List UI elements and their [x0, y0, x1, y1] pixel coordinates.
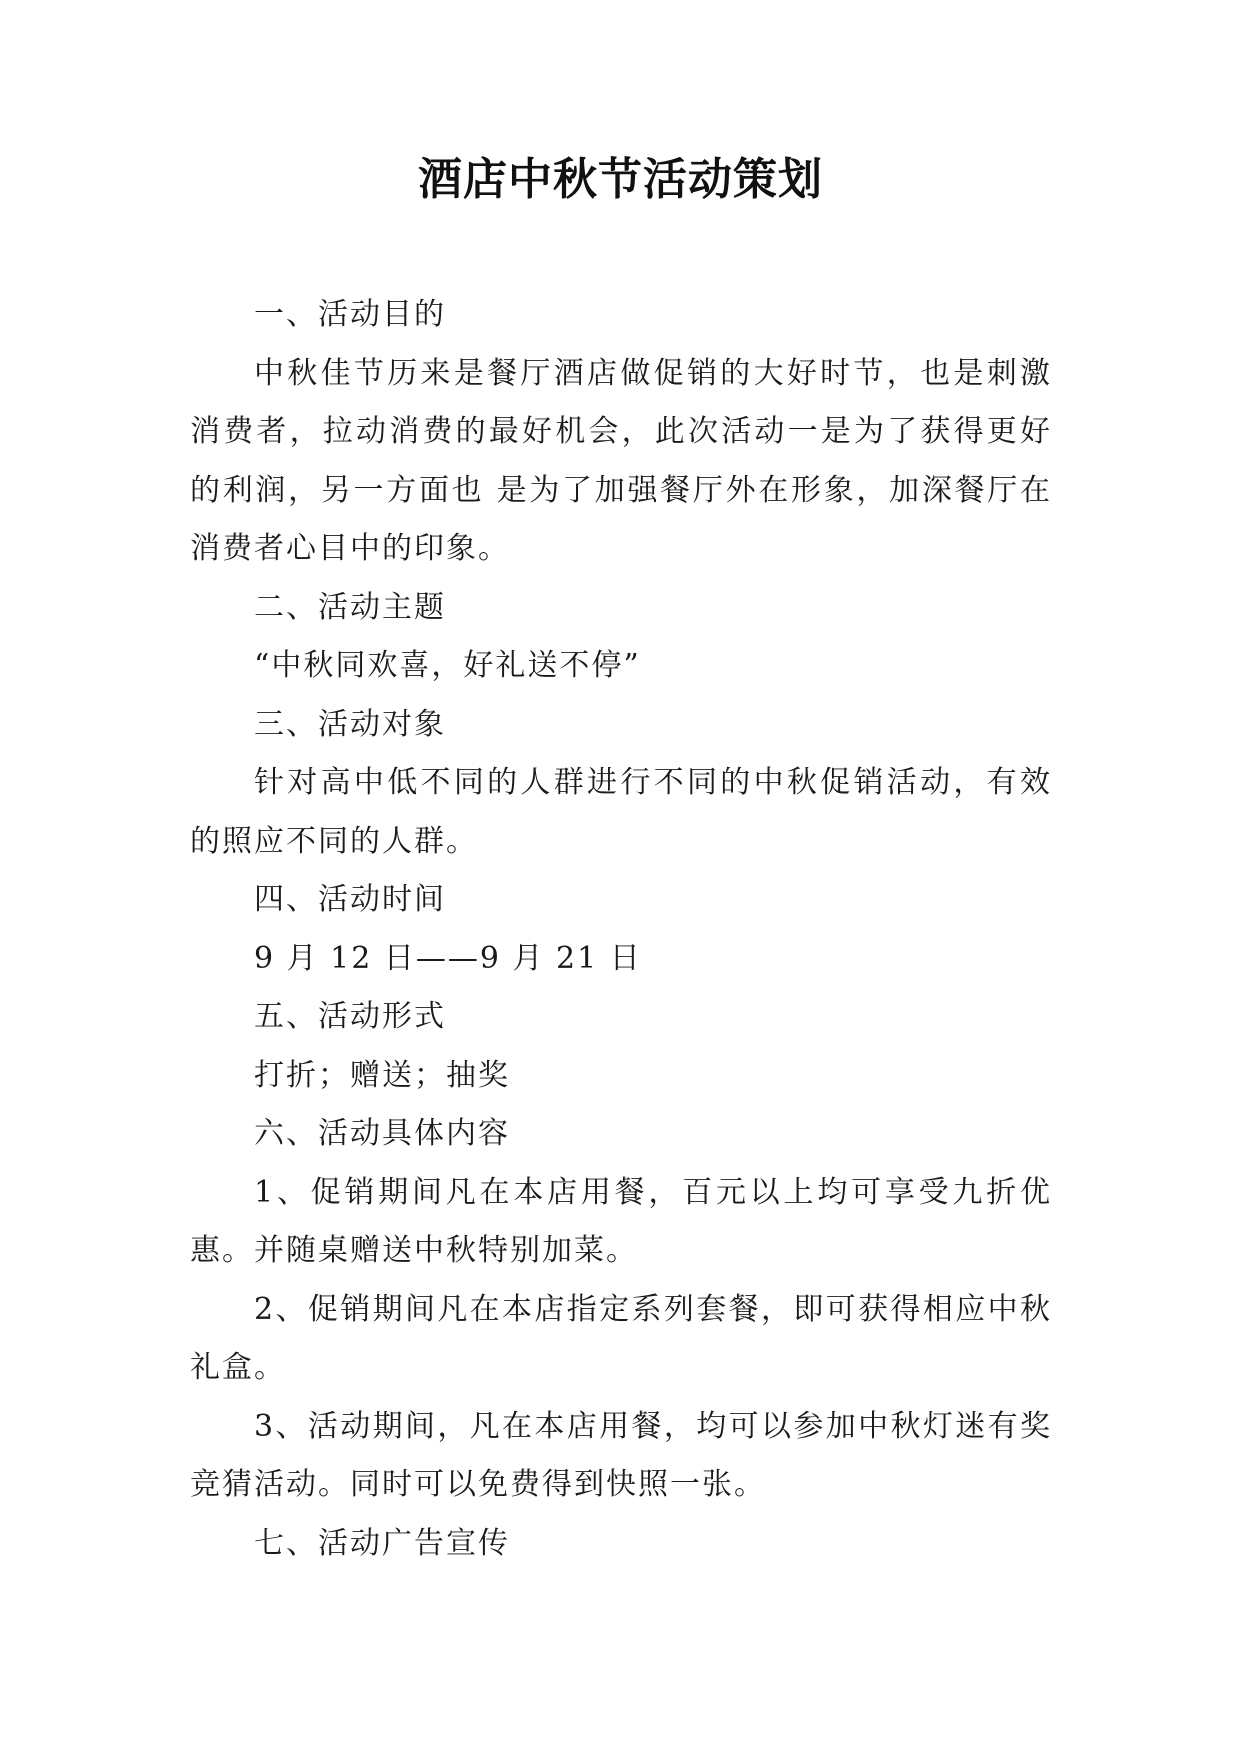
paragraph-format: 打折；赠送；抽奖 — [254, 1057, 510, 1093]
paragraph-theme: “中秋同欢喜，好礼送不停” — [254, 648, 641, 683]
section-heading-audience: 三、活动对象 — [254, 706, 446, 742]
section-heading-content: 六、活动具体内容 — [254, 1116, 510, 1151]
document-title: 酒店中秋节活动策划 — [418, 154, 823, 205]
paragraph-content-3: 3、活动期间，凡在本店用餐，均可以参加中秋灯迷有奖竞猜活动。同时可以免费得到快照一张。 — [190, 1408, 1052, 1502]
paragraph-audience: 针对高中低不同的人群进行不同的中秋促销活动，有效的照应不同的人群。 — [190, 765, 1052, 859]
section-heading-advertising: 七、活动广告宣传 — [254, 1525, 510, 1561]
section-heading-time: 四、活动时间 — [254, 882, 446, 917]
paragraph-time: 9 月 12 日——9 月 21 日 — [254, 940, 642, 976]
section-heading-theme: 二、活动主题 — [254, 589, 446, 625]
paragraph-content-1: 1、促销期间凡在本店用餐，百元以上均可享受九折优惠。并随桌赠送中秋特别加菜。 — [190, 1174, 1052, 1268]
section-heading-format: 五、活动形式 — [254, 999, 446, 1034]
paragraph-content-2: 2、促销期间凡在本店指定系列套餐，即可获得相应中秋礼盒。 — [190, 1291, 1052, 1385]
document-body — [190, 286, 1052, 1573]
section-heading-purpose: 一、活动目的 — [254, 297, 446, 332]
paragraph-purpose: 中秋佳节历来是餐厅酒店做促销的大好时节，也是刺激消费者，拉动消费的最好机会，此次活动一是为了获得更好的利润，另一方面也 是为了加强餐厅外在形象，加深餐厅在消费者心目中的印象。 — [190, 355, 1052, 566]
